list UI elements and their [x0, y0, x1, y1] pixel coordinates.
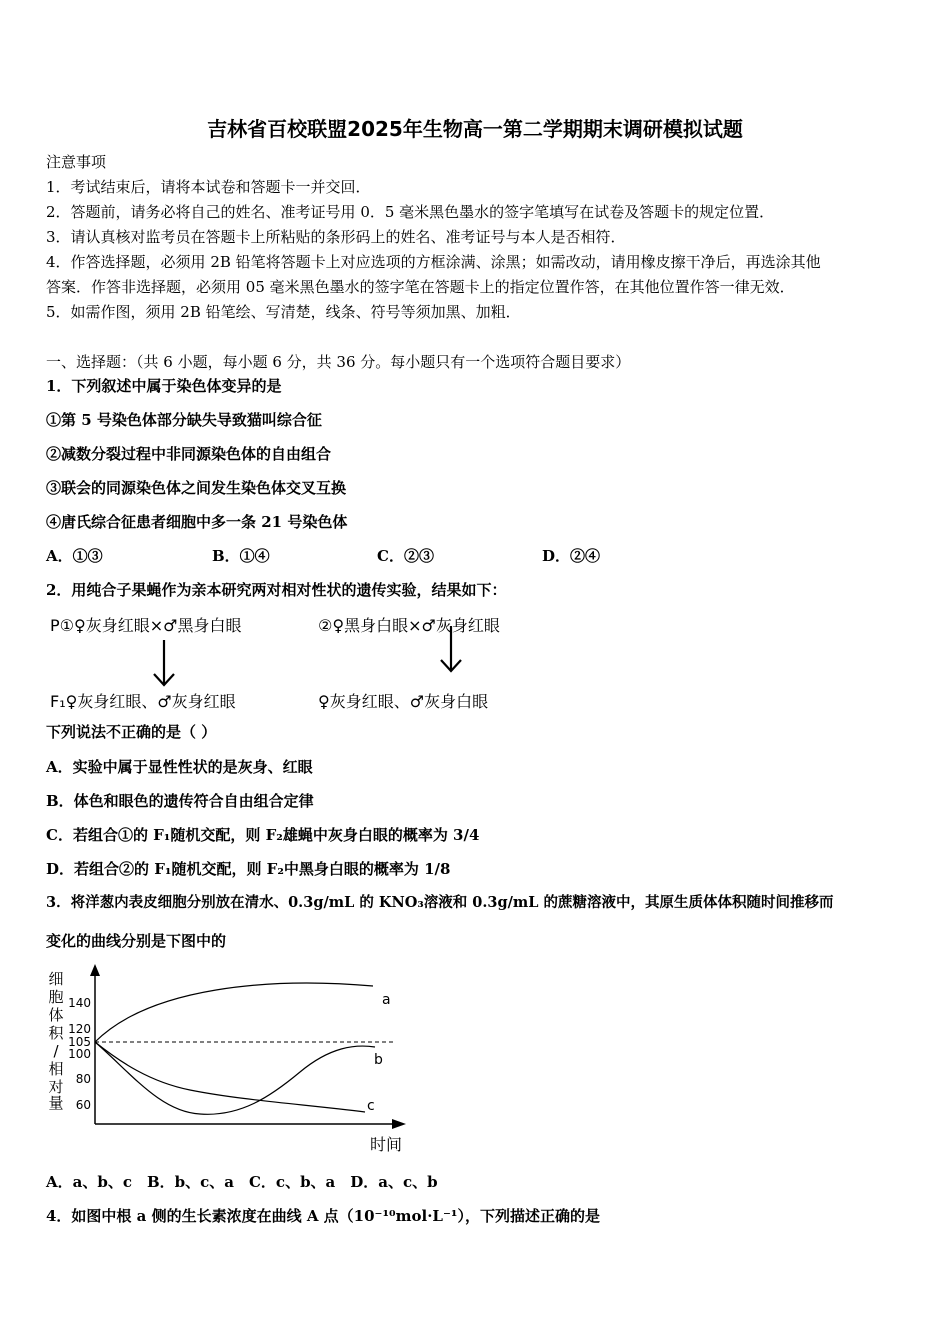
q2-option-b[interactable]: B．体色和眼色的遗传符合自由组合定律	[46, 792, 314, 810]
q1-option-d[interactable]: D．②④	[542, 547, 601, 565]
ylabel-char: 对	[48, 1078, 64, 1096]
ylabel-char: 相	[48, 1060, 64, 1078]
ylabel-char: 胞	[48, 988, 64, 1006]
y-tick-label: 120	[68, 1022, 91, 1036]
ylabel-char: 积	[48, 1024, 64, 1042]
cross2-parents: ②♀黑身白眼×♂灰身红眼	[318, 616, 500, 635]
y-tick-label: 60	[75, 1098, 91, 1112]
notice-heading: 注意事项	[46, 153, 107, 171]
y-axis-label	[48, 970, 64, 1112]
cross1-arrow	[150, 640, 180, 688]
ylabel-char: 量	[48, 1094, 64, 1112]
notice-item: 5．如需作图，须用 2B 铅笔绘、写清楚，线条、符号等须加黑、加粗．	[46, 303, 521, 321]
q1-option-b[interactable]: B．①④	[212, 547, 270, 565]
q3-stem: 3．将洋葱内表皮细胞分别放在清水、0.3g/mL 的 KNO₃溶液和 0.3g/mL 的蔗糖溶液中，其原生质体体积随时间推移而	[46, 894, 834, 911]
q2-question: 下列说法不正确的是（ ）	[46, 723, 217, 741]
notice-item: 4．作答选择题，必须用 2B 铅笔将答题卡上对应选项的方框涂满、涂黑；如需改动，请用橡皮擦干净后，再选涂其他	[46, 253, 821, 271]
x-axis-arrow	[392, 1119, 406, 1129]
curve-c	[95, 1042, 365, 1112]
cross2-offspring: ♀灰身红眼、♂灰身白眼	[318, 692, 489, 711]
q3-options[interactable]: A．a、b、c B．b、c、a C．c、b、a D．a、c、b	[46, 1173, 438, 1191]
notice-item: 2．答题前，请务必将自己的姓名、准考证号用 0．5 毫米黑色墨水的签字笔填写在试卷及答题卡的规定位置．	[46, 203, 775, 221]
cross1-offspring: F₁♀灰身红眼、♂灰身红眼	[50, 692, 236, 711]
q2-option-a[interactable]: A．实验中属于显性性状的是灰身、红眼	[46, 758, 313, 776]
y-tick-label: 100	[68, 1047, 91, 1061]
cross2-arrow	[437, 626, 467, 674]
ylabel-char: 细	[48, 970, 64, 988]
notice-item: 1．考试结束后，请将本试卷和答题卡一并交回．	[46, 178, 371, 196]
y-tick-label: 140	[68, 996, 91, 1010]
q1-statement: ①第 5 号染色体部分缺失导致猫叫综合征	[46, 411, 322, 429]
volume-chart	[40, 962, 420, 1162]
curve-b	[95, 1042, 375, 1114]
section-heading: 一、选择题：（共 6 小题，每小题 6 分，共 36 分。每小题只有一个选项符合题目要求）	[46, 353, 631, 371]
page-title: 吉林省百校联盟2025年生物高一第二学期期末调研模拟试题	[207, 117, 743, 141]
q1-statement: ③联会的同源染色体之间发生染色体交叉互换	[46, 479, 347, 497]
q2-option-c[interactable]: C．若组合①的 F₁随机交配，则 F₂雄蝇中灰身白眼的概率为 3/4	[46, 826, 480, 844]
q2-option-d[interactable]: D．若组合②的 F₁随机交配，则 F₂中黑身白眼的概率为 1/8	[46, 860, 451, 878]
q1-stem: 1．下列叙述中属于染色体变异的是	[46, 377, 282, 395]
x-axis-label: 时间	[370, 1135, 403, 1154]
q3-stem-cont: 变化的曲线分别是下图中的	[46, 932, 227, 950]
cross1-parents: P①♀灰身红眼×♂黑身白眼	[50, 616, 242, 635]
notice-item: 答案．作答非选择题，必须用 05 毫米黑色墨水的签字笔在答题卡上的指定位置作答，在其他位置作答一律无效．	[46, 278, 795, 296]
q1-statement: ②减数分裂过程中非同源染色体的自由组合	[46, 445, 332, 463]
y-tick-label: 105	[68, 1035, 91, 1049]
ylabel-char: 体	[48, 1006, 64, 1024]
q1-option-a[interactable]: A．①③	[46, 547, 103, 565]
series-label-b: b	[374, 1052, 383, 1068]
q1-option-c[interactable]: C．②③	[377, 547, 434, 565]
notice-item: 3．请认真核对监考员在答题卡上所粘贴的条形码上的姓名、准考证号与本人是否相符．	[46, 228, 626, 246]
ylabel-char: /	[53, 1042, 59, 1060]
q4-stem: 4．如图中根 a 侧的生长素浓度在曲线 A 点（10⁻¹⁰mol·L⁻¹），下列描述正确的是	[46, 1207, 600, 1225]
y-tick-label: 80	[75, 1072, 91, 1086]
curve-a	[95, 983, 373, 1042]
y-axis-arrow	[90, 964, 100, 976]
series-label-a: a	[382, 992, 391, 1008]
q1-statement: ④唐氏综合征患者细胞中多一条 21 号染色体	[46, 513, 348, 531]
q2-stem: 2．用纯合子果蝇作为亲本研究两对相对性状的遗传实验，结果如下：	[46, 581, 507, 599]
series-label-c: c	[367, 1098, 375, 1114]
